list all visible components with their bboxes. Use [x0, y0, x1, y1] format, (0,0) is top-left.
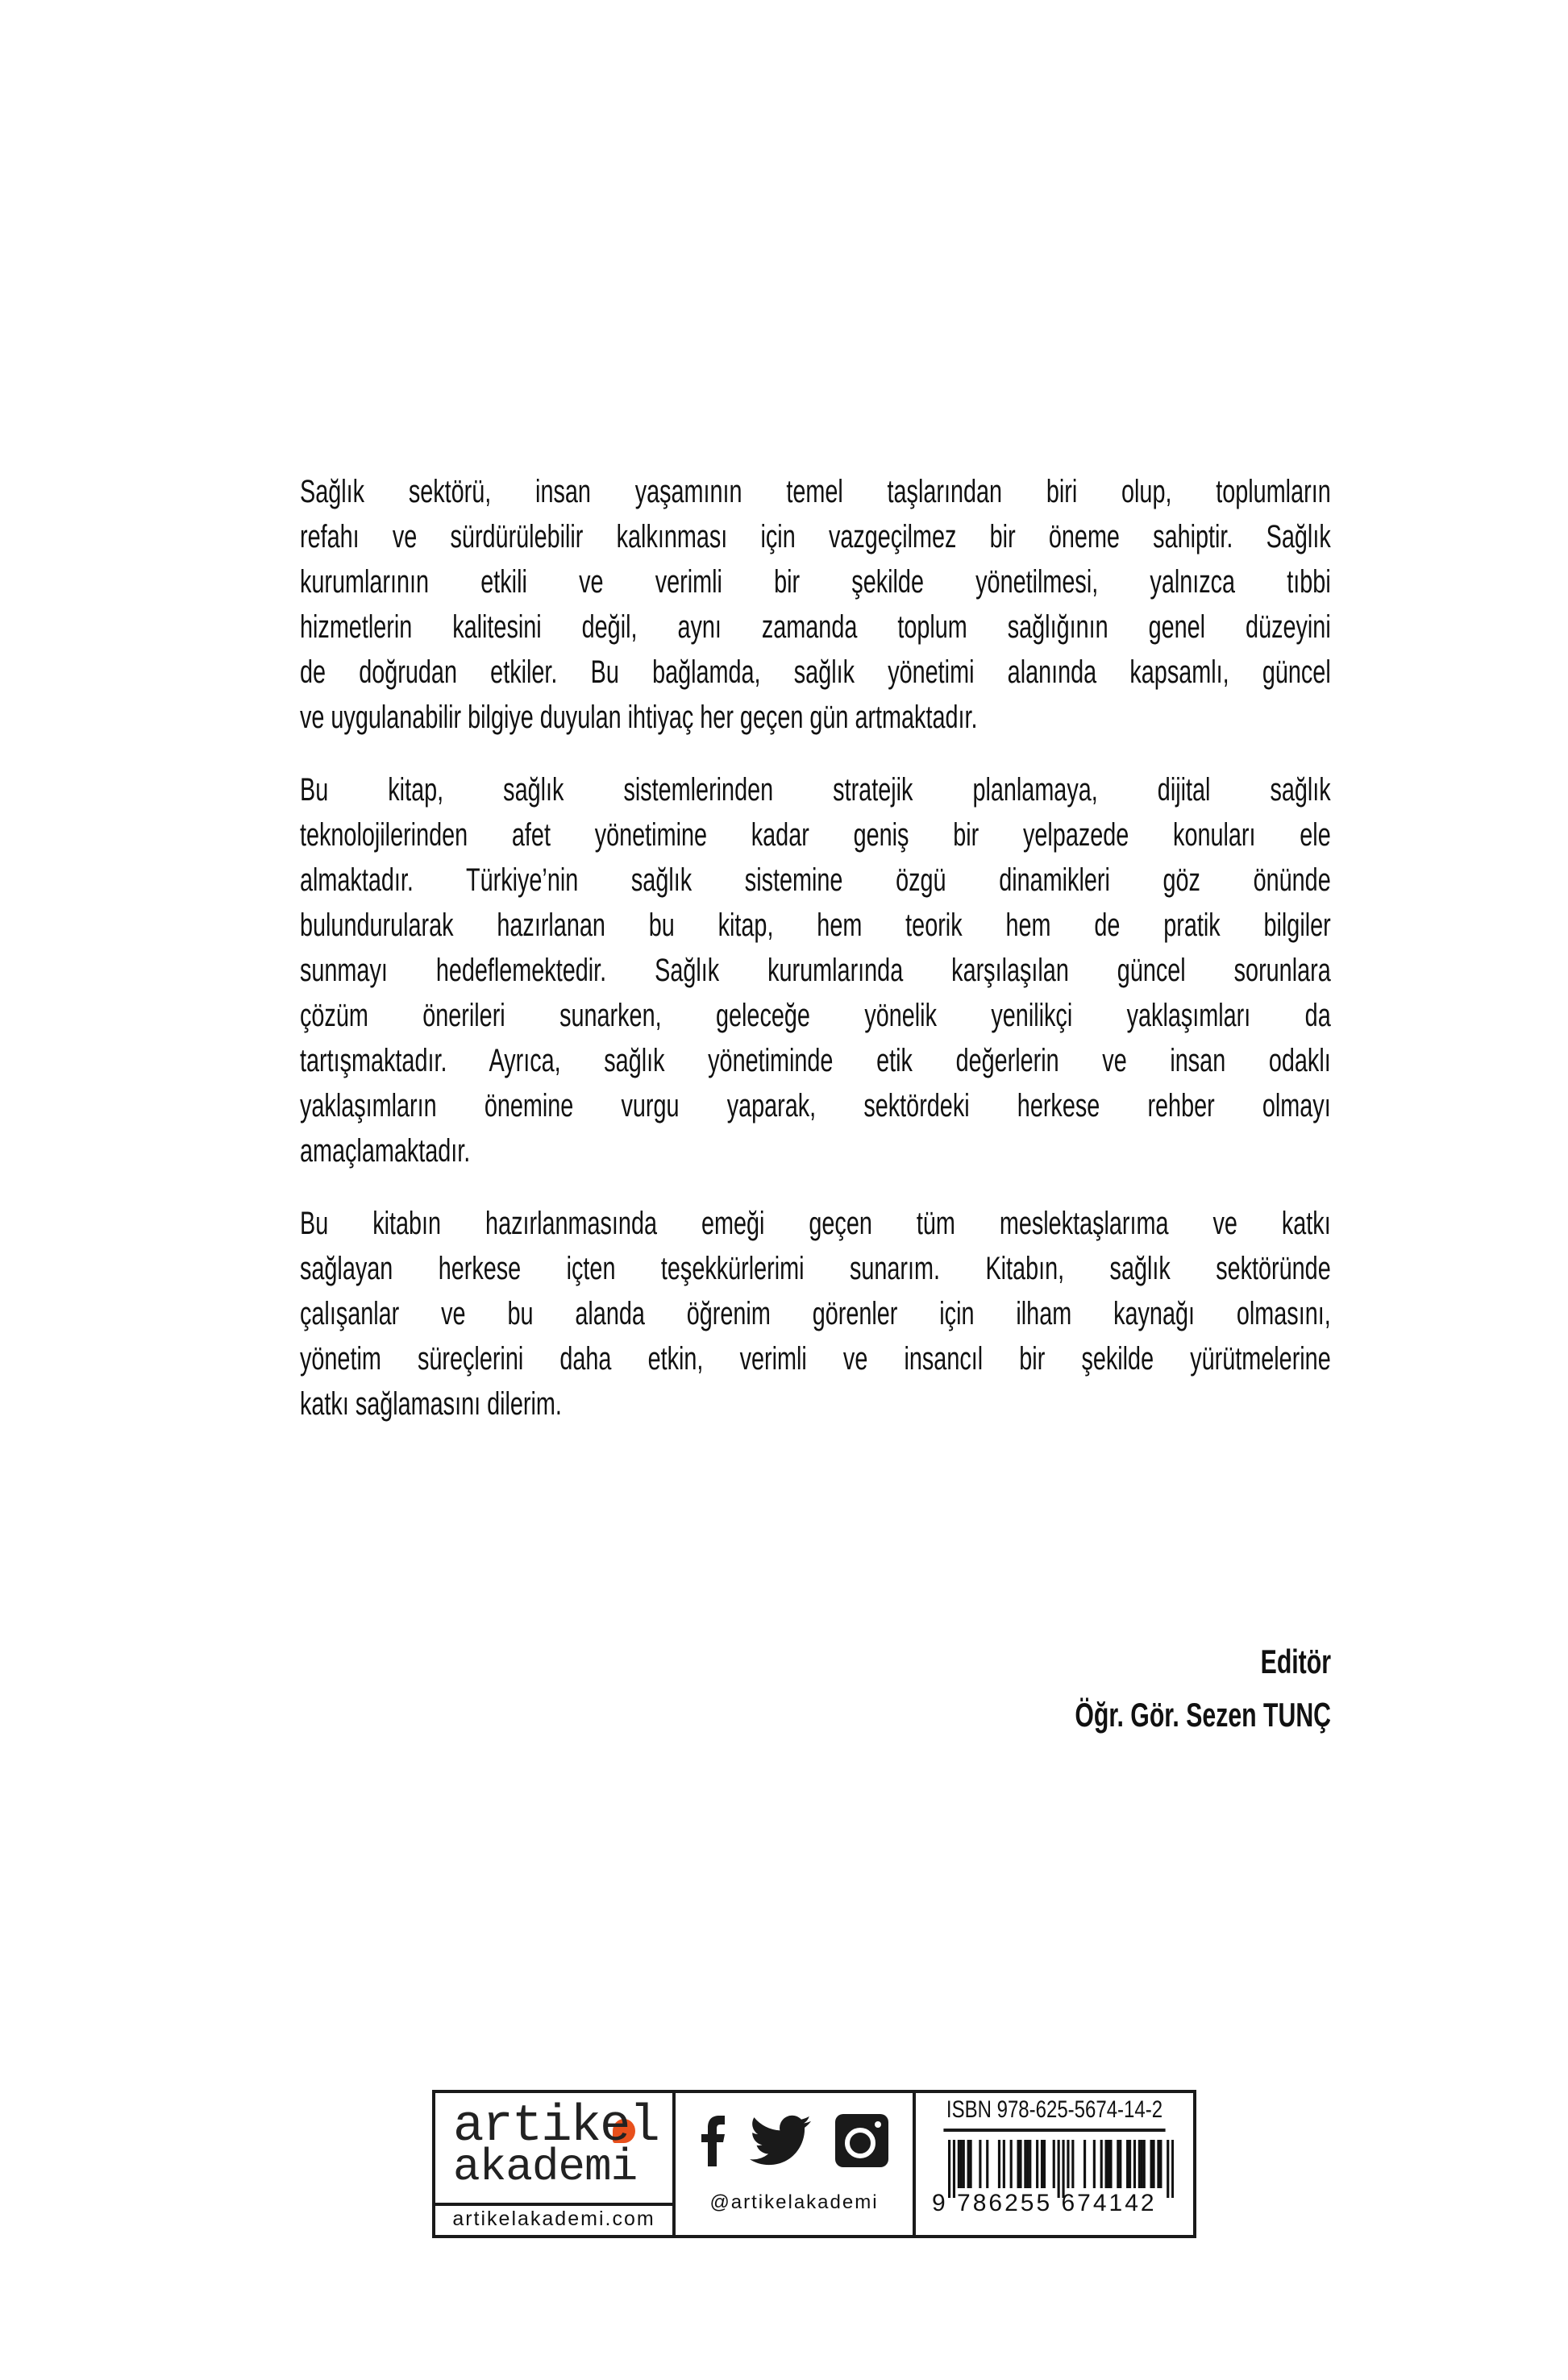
text-line: tartışmaktadır. Ayrıca, sağlık yönetiminde etik değerlerin ve insan odaklı — [300, 1043, 1331, 1078]
barcode-bar — [1003, 2140, 1005, 2188]
barcode-bar — [1024, 2140, 1026, 2188]
text-line: amaçlamaktadır. — [300, 1133, 471, 1169]
barcode-bar — [1010, 2140, 1013, 2188]
text-line: çözüm önerileri sunarken, geleceğe yönelik yenilikçi yaklaşımları da — [300, 998, 1331, 1033]
publisher-logo-cell — [435, 2093, 676, 2235]
paragraph — [300, 1201, 1331, 1427]
publisher-box — [432, 2090, 1196, 2238]
barcode-bar — [1119, 2140, 1121, 2188]
text-line: almaktadır. Türkiye’nin sağlık sistemine özgü dinamikleri göz önünde — [300, 862, 1331, 898]
barcode-bar — [1041, 2140, 1043, 2188]
text-line: de doğrudan etkiler. Bu bağlamda, sağlık yönetimi alanında kapsamlı, güncel — [300, 654, 1331, 690]
barcode-bar — [1167, 2140, 1169, 2198]
barcode-bar — [1126, 2140, 1129, 2188]
barcode-bar — [1152, 2140, 1154, 2188]
barcode-bar — [1067, 2140, 1069, 2188]
barcode-bar — [970, 2140, 972, 2188]
barcode-number: 9 786255 674142 — [932, 2190, 1157, 2216]
text-line: bulundurularak hazırlanan bu kitap, hem teorik hem de pratik bilgiler — [300, 908, 1331, 943]
signature-name: Öğr. Gör. Sezen TUNÇ — [1075, 1696, 1331, 1734]
barcode-bar — [1105, 2140, 1108, 2188]
text-line: yaklaşımların önemine vurgu yaparak, sektördeki herkese rehber olmayı — [300, 1088, 1331, 1124]
text-line: sağlayan herkese içten teşekkürlerimi sunarım. Kitabın, sağlık sektöründe — [300, 1251, 1331, 1286]
barcode-bar — [1036, 2140, 1038, 2188]
barcode-bar — [960, 2140, 963, 2188]
twitter-icon[interactable] — [750, 2115, 811, 2166]
body-text — [300, 469, 1331, 1454]
text-line: çalışanlar ve bu alanda öğrenim görenler için ilham kaynağı olmasını, — [300, 1296, 1331, 1331]
isbn-label: ISBN 978-625-5674-14-2 — [943, 2093, 1165, 2132]
paragraph — [300, 469, 1331, 740]
signature-role: Editör — [1260, 1643, 1331, 1680]
barcode-bar — [1029, 2140, 1031, 2188]
barcode-bar — [986, 2140, 988, 2188]
paragraph — [300, 767, 1331, 1173]
barcode-bar — [1109, 2140, 1112, 2188]
barcode-bar — [1026, 2140, 1029, 2188]
facebook-icon[interactable] — [700, 2115, 726, 2166]
barcode-bar — [963, 2140, 965, 2188]
text-line: yönetim süreçlerini daha etkin, verimli ve insancıl bir şekilde yürütmelerine — [300, 1341, 1331, 1377]
website-link[interactable]: artikelakademi.com — [452, 2208, 655, 2230]
text-line: teknolojilerinden afet yönetimine kadar geniş bir yelpazede konuları ele — [300, 817, 1331, 853]
logo-text-akademi: akademi — [453, 2141, 638, 2193]
text-line: sunmayı hedeflemektedir. Sağlık kurumlarında karşılaşılan güncel sorunlara — [300, 953, 1331, 988]
barcode-bar — [1093, 2140, 1096, 2188]
text-line: refahı ve sürdürülebilir kalkınması için vazgeçilmez bir öneme sahiptir. Sağlık — [300, 519, 1331, 555]
barcode-bar — [998, 2140, 1000, 2188]
barcode-bar — [1017, 2140, 1019, 2188]
text-line: hizmetlerin kalitesini değil, aynı zamanda toplum sağlığının genel düzeyini — [300, 609, 1331, 645]
barcode-bar — [1053, 2140, 1055, 2188]
barcode-bar — [1171, 2140, 1174, 2198]
barcode-bar — [1019, 2140, 1021, 2188]
text-line: Sağlık sektörü, insan yaşamının temel taşlarından biri olup, toplumların — [300, 474, 1331, 509]
barcode-bar — [1083, 2140, 1086, 2188]
barcode-bar — [1159, 2140, 1162, 2188]
logo-text-artikel: artikel — [453, 2098, 659, 2156]
text-line: katkı sağlamasını dilerim. — [300, 1386, 562, 1422]
barcode-bar — [967, 2140, 970, 2188]
social-cell — [676, 2093, 916, 2235]
isbn-cell — [916, 2093, 1193, 2235]
text-line: ve uygulanabilir bilgiye duyulan ihtiyaç her geçen gün artmaktadır. — [300, 700, 978, 735]
barcode-bar — [1150, 2140, 1153, 2188]
text-line: Bu kitap, sağlık sistemlerinden stratejik planlamaya, dijital sağlık — [300, 772, 1331, 808]
barcode-bar — [1107, 2140, 1109, 2188]
barcode-bar — [979, 2140, 981, 2188]
barcode-bar — [1143, 2140, 1146, 2188]
barcode-bar — [1157, 2140, 1159, 2188]
barcode-bar — [1071, 2140, 1074, 2188]
barcode-bar — [958, 2140, 960, 2188]
barcode-bar — [1141, 2140, 1143, 2188]
barcode-bar — [1129, 2140, 1131, 2188]
barcode-bar — [1043, 2140, 1046, 2188]
text-line: kurumlarının etkili ve verimli bir şekilde yönetilmesi, yalnızca tıbbi — [300, 564, 1331, 600]
barcode-bar — [1117, 2140, 1119, 2188]
instagram-icon[interactable] — [835, 2114, 888, 2167]
barcode-bar — [1100, 2140, 1103, 2188]
barcode-bar — [1138, 2140, 1141, 2188]
social-handle[interactable]: @artikelakademi — [709, 2191, 879, 2213]
publisher-logo — [435, 2093, 672, 2206]
text-line: Bu kitabın hazırlanmasında emeği geçen tüm meslektaşlarıma ve katkı — [300, 1206, 1331, 1241]
barcode-bar — [1133, 2140, 1136, 2188]
